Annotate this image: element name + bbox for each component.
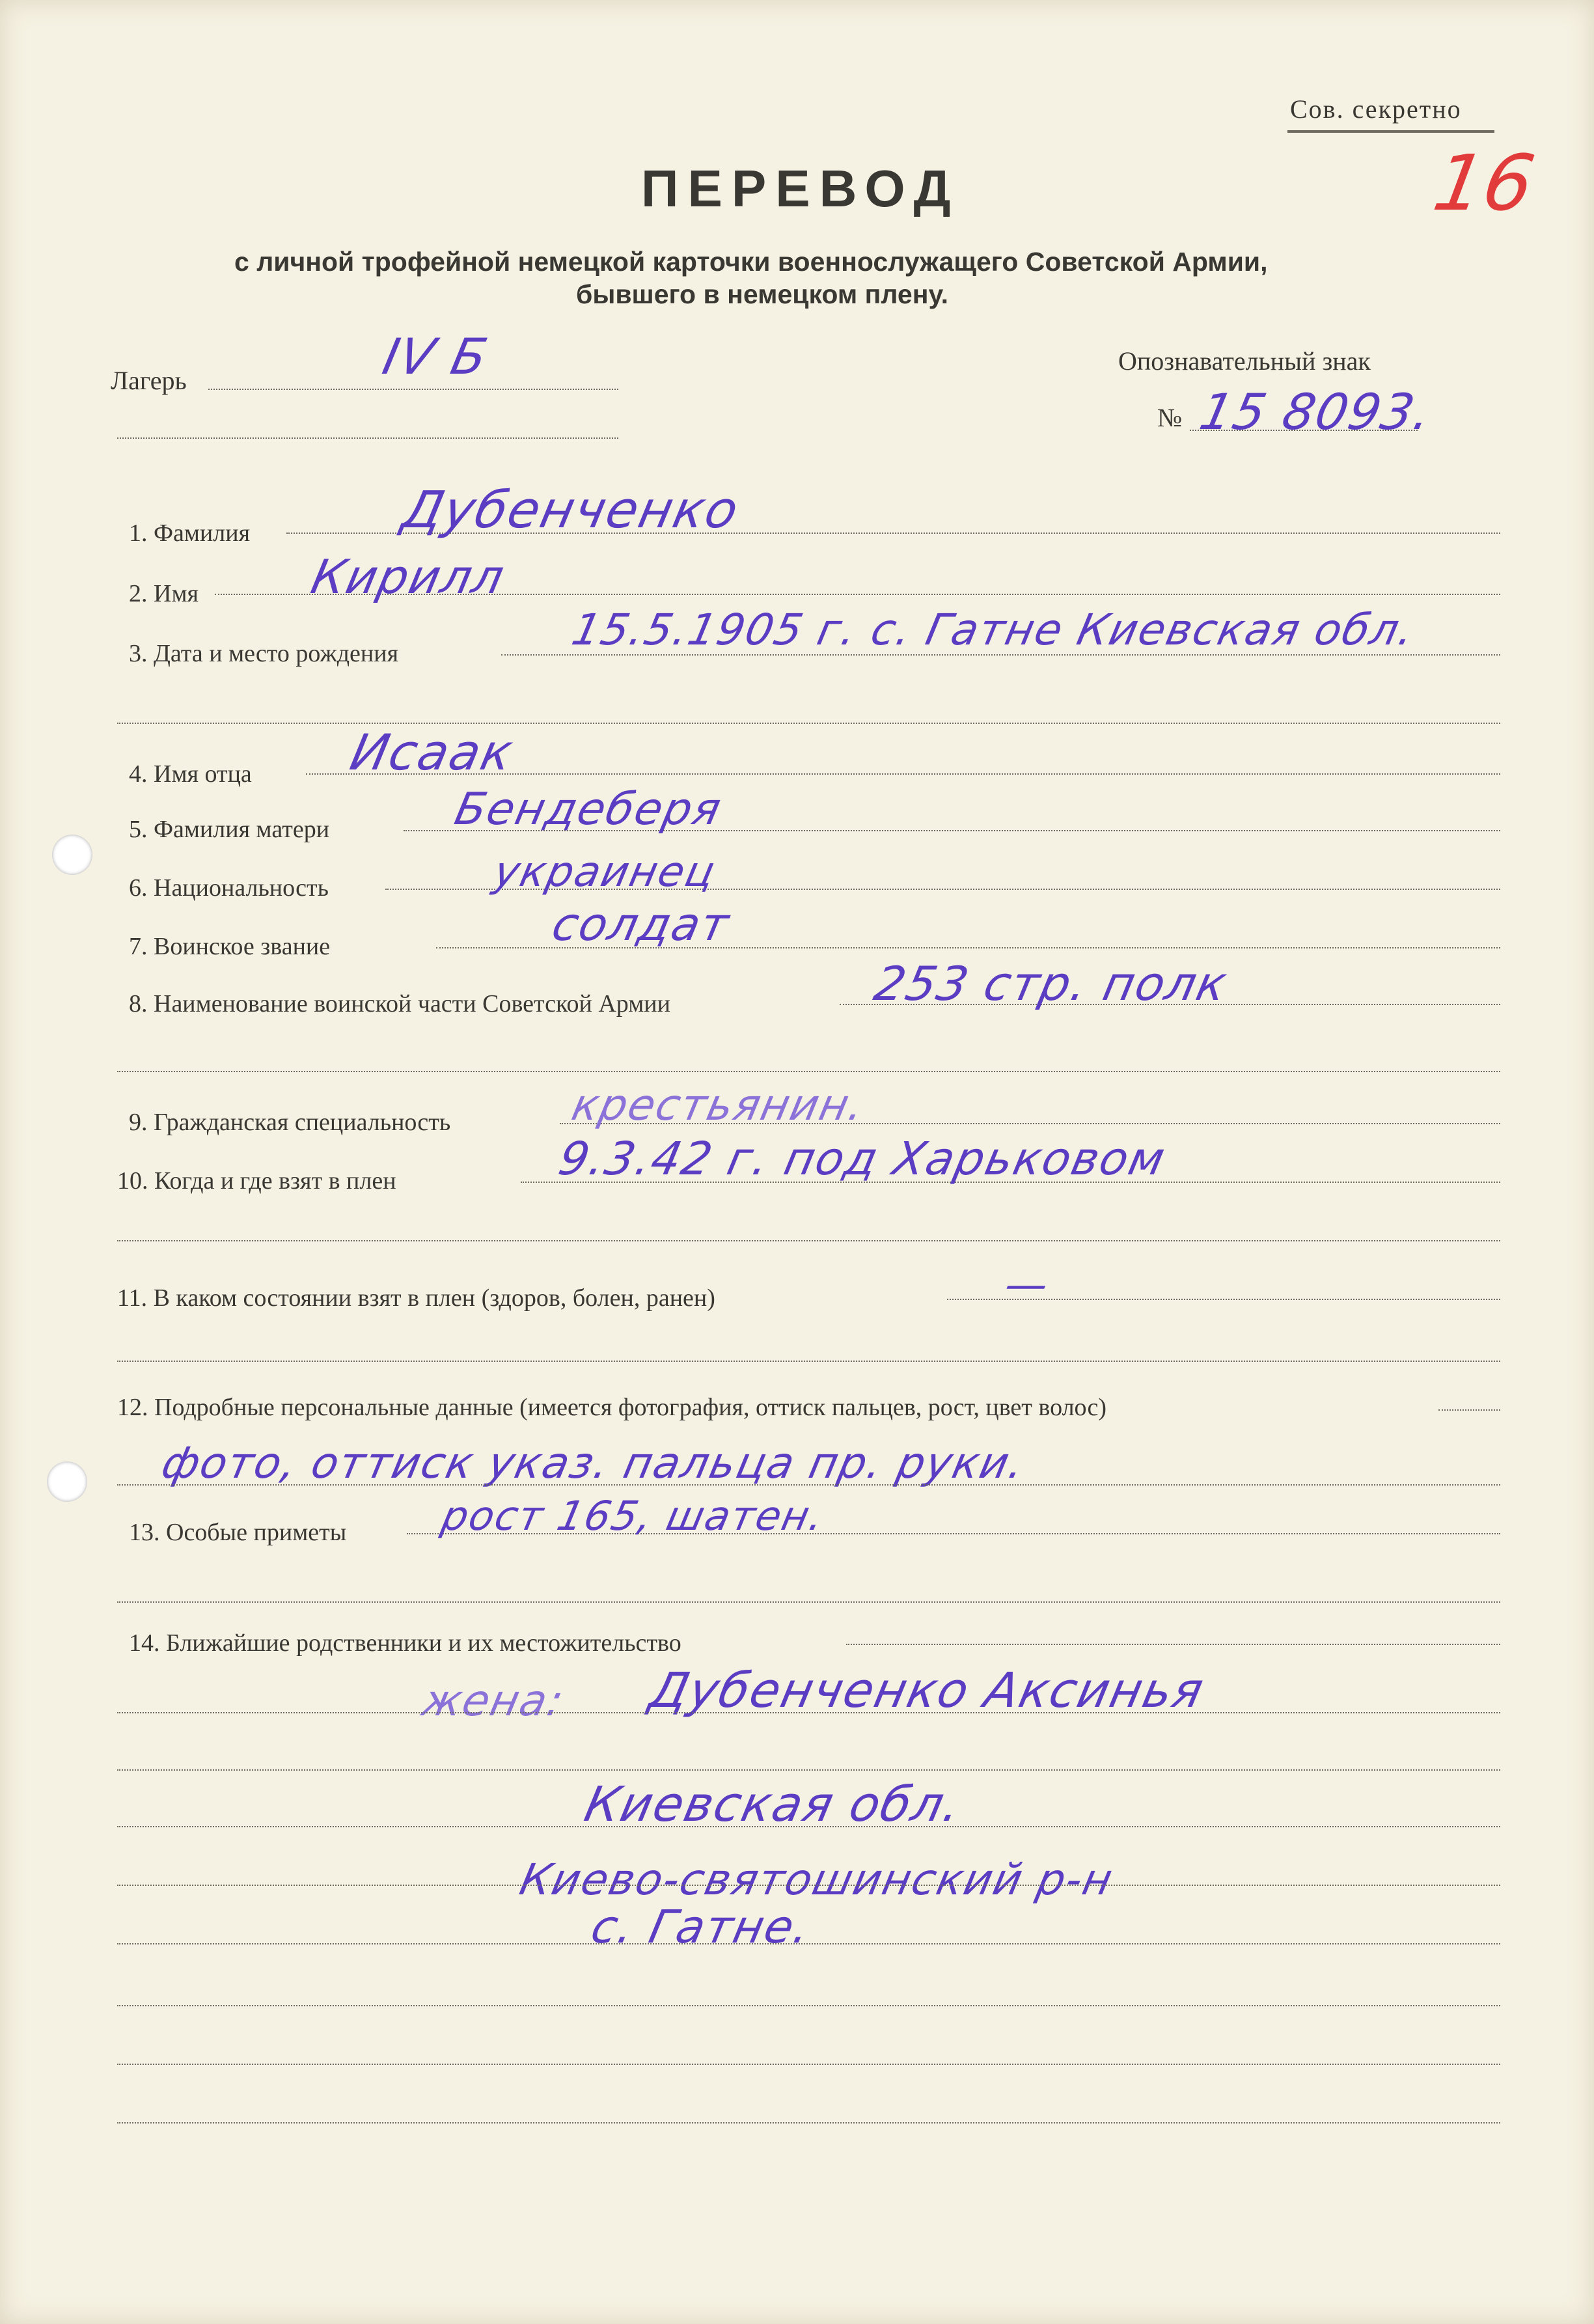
relatives-line-4: с. Гатне. bbox=[586, 1900, 816, 1954]
field-label-nationality: 6. Национальность bbox=[129, 874, 329, 902]
field-line-personal-2 bbox=[117, 1484, 1500, 1486]
field-line-unit-2 bbox=[117, 1071, 1500, 1072]
field-label-captured: 10. Когда и где взят в плен bbox=[117, 1167, 396, 1195]
field-value-personal: фото, оттиск указ. пальца пр. руки. bbox=[157, 1438, 1030, 1488]
field-line-personal bbox=[1438, 1409, 1500, 1411]
field-value-captured: 9.3.42 г. под Харьковом bbox=[554, 1132, 1171, 1185]
relatives-line-rule-2 bbox=[117, 1769, 1500, 1771]
field-label-marks: 13. Особые приметы bbox=[129, 1519, 347, 1546]
relatives-line-2: Киевская обл. bbox=[579, 1777, 967, 1833]
field-value-surname: Дубенченко bbox=[397, 481, 745, 540]
field-value-profession: крестьянин. bbox=[567, 1080, 870, 1130]
camp-label: Лагерь bbox=[111, 366, 187, 395]
field-value-mother: Бендеберя bbox=[450, 784, 727, 835]
field-label-father: 4. Имя отца bbox=[129, 760, 252, 788]
field-line-marks-2 bbox=[117, 1601, 1500, 1603]
page-number: 16 bbox=[1427, 138, 1541, 228]
relatives-line-rule-1 bbox=[117, 1712, 1500, 1713]
field-label-rank: 7. Воинское звание bbox=[129, 933, 331, 960]
identification-value: 15 8093. bbox=[1194, 383, 1438, 441]
field-label-surname: 1. Фамилия bbox=[129, 519, 251, 547]
field-value-condition: — bbox=[1000, 1261, 1054, 1309]
subtitle-line-2: бывшего в немецком плену. bbox=[576, 279, 949, 309]
identification-label: Опознавательный знак bbox=[1118, 346, 1371, 376]
field-value-rank: солдат bbox=[547, 898, 735, 951]
field-label-personal: 12. Подробные персональные данные (имеется фотография, оттиск пальцев, рост, цвет волос) bbox=[117, 1394, 1106, 1421]
relatives-line-1: Дубенченко Аксинья bbox=[644, 1663, 1210, 1719]
document-title: ПЕРЕВОД bbox=[641, 159, 960, 217]
relatives-line-rule-3 bbox=[117, 1826, 1500, 1827]
field-label-name: 2. Имя bbox=[129, 580, 199, 607]
relatives-line-rule-8 bbox=[117, 2122, 1500, 2123]
relatives-line-3: Киево-святошинский р-н bbox=[515, 1855, 1118, 1905]
field-label-relatives: 14. Ближайшие родственники и их местожительство bbox=[129, 1629, 681, 1657]
field-value-father: Исаак bbox=[345, 723, 519, 781]
camp-line bbox=[208, 389, 618, 390]
relatives-line-rule-4 bbox=[117, 1885, 1500, 1886]
field-value-marks: рост 165, шатен. bbox=[437, 1492, 830, 1540]
field-value-unit: 253 стр. полк bbox=[870, 956, 1233, 1011]
field-value-name: Кирилл bbox=[307, 549, 510, 604]
camp-line-2 bbox=[117, 437, 618, 439]
field-label-condition: 11. В каком состоянии взят в плен (здоров, болен, ранен) bbox=[117, 1284, 715, 1312]
field-label-birth: 3. Дата и место рождения bbox=[129, 640, 399, 667]
field-line-captured-2 bbox=[117, 1240, 1500, 1241]
subtitle-line-1: с личной трофейной немецкой карточки военнослужащего Советской Армии, bbox=[234, 247, 1268, 277]
relatives-line-rule-6 bbox=[117, 2005, 1500, 2006]
field-line-condition-2 bbox=[117, 1361, 1500, 1362]
camp-value: IV Б bbox=[378, 327, 494, 385]
field-line-relatives bbox=[846, 1644, 1500, 1645]
relatives-prefix: жена: bbox=[417, 1676, 570, 1726]
field-value-nationality: украинец bbox=[489, 848, 721, 896]
field-value-birth: 15.5.1905 г. с. Гатне Киевская обл. bbox=[567, 605, 1420, 655]
field-label-mother: 5. Фамилия матери bbox=[129, 816, 330, 843]
relatives-line-rule-5 bbox=[117, 1943, 1500, 1944]
punch-hole bbox=[52, 835, 92, 875]
identification-number-prefix: № bbox=[1157, 403, 1183, 432]
relatives-line-rule-7 bbox=[117, 2064, 1500, 2065]
field-line-birth-2 bbox=[117, 723, 1500, 724]
field-label-unit: 8. Наименование воинской части Советской Армии bbox=[129, 990, 670, 1017]
classification-underline bbox=[1287, 130, 1494, 133]
classification-stamp: Сов. секретно bbox=[1290, 94, 1462, 124]
field-label-profession: 9. Гражданская специальность bbox=[129, 1109, 451, 1136]
punch-hole bbox=[47, 1461, 87, 1502]
